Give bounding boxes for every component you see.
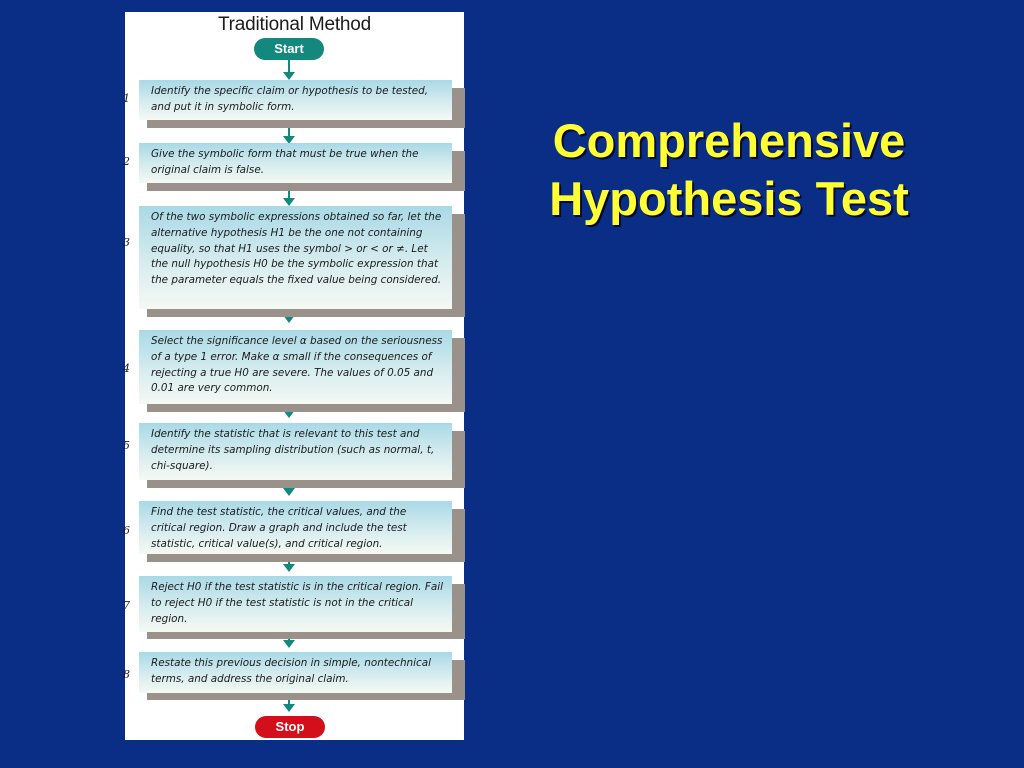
arrowhead-2-3 [283, 198, 295, 206]
step-number: 5 [123, 439, 130, 452]
slide-title [484, 112, 974, 228]
step-number: 4 [123, 362, 130, 375]
arrowhead-7-8 [283, 640, 295, 648]
step-box: Identify the specific claim or hypothesis to be tested, and put it in symbolic form. [139, 80, 452, 120]
step-number: 7 [123, 599, 130, 612]
slide-title-line-1: Comprehensive [552, 114, 906, 167]
slide-title-line-2: Hypothesis Test [549, 172, 909, 225]
step-number: 8 [123, 668, 130, 681]
arrowhead-5-6 [283, 488, 295, 496]
step-number: 2 [123, 155, 130, 168]
step-box: Reject H0 if the test statistic is in the critical region. Fail to reject H0 if the test statistic is not in the critical region. [139, 576, 452, 632]
step-box: Identify the statistic that is relevant to this test and determine its sampling distribution (such as normal, t, chi-square). [139, 423, 452, 480]
step-number: 6 [123, 524, 130, 537]
arrowhead-6-7 [283, 564, 295, 572]
step-box: Restate this previous decision in simple, nontechnical terms, and address the original claim. [139, 652, 452, 693]
step-box: Select the significance level α based on the seriousness of a type 1 error. Make α small if the consequences of rejecting a true H0 are severe. The values of 0.05 and 0.01 are very common. [139, 330, 452, 404]
flowchart-title: Traditional Method [217, 14, 372, 35]
step-box: Of the two symbolic expressions obtained so far, let the alternative hypothesis H1 be the one not containing equality, so that H1 uses the symbol > or < or ≠. Let the null hypothesis H0 be the symbolic expression that the parameter equals the fixed value being considered. [139, 206, 452, 309]
arrowhead-start-1 [283, 72, 295, 80]
step-number: 1 [123, 92, 130, 105]
step-box: Find the test statistic, the critical values, and the critical region. Draw a graph and include the test statistic, critical value(s), and critical region. [139, 501, 452, 554]
stop-terminal: Stop [255, 716, 325, 738]
arrowhead-8-stop [283, 704, 295, 712]
flowchart-panel [125, 12, 464, 740]
step-number: 3 [123, 236, 130, 249]
start-terminal: Start [254, 38, 324, 60]
step-box: Give the symbolic form that must be true when the original claim is false. [139, 143, 452, 183]
